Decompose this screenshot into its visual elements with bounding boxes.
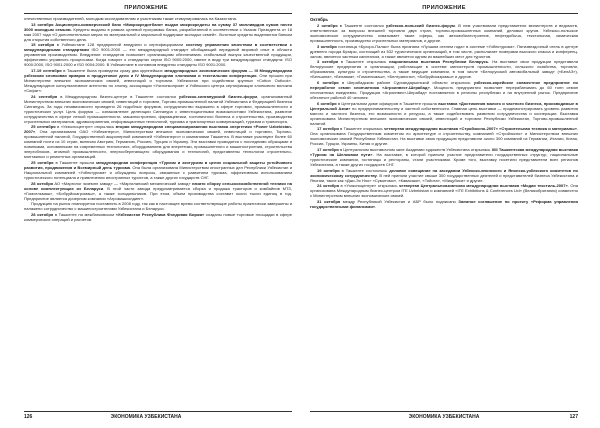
paragraph: Продукцию на рынок планируется поставлять в 2008 году, так как в настоящее время соответствующие работы практически завершены и налажено сотрудничество с машиностроителями Узбекистана и Беларуси. xyxy=(24,201,292,212)
running-footer: ЭКОНОМИКА УЗБЕКИСТАНА xyxy=(110,414,182,420)
footer-rule xyxy=(310,411,578,412)
running-header: ПРИЛОЖЕНИЕ xyxy=(422,5,466,11)
left-page-body xyxy=(24,16,292,406)
page-number: 126 xyxy=(24,414,33,420)
header-rule xyxy=(310,13,578,14)
paragraph: 3 октября в Ташкенте открылась национальная выставка Республики Беларусь. На выставке свои продукции представили белорусские предприятия и организации, работающие в системе министерств промышленности, сельского хозяйства, торговли, образования, культуры и строительства, а также ведущие компании, в том числе «Белорусский автомобильный завод» («БелАЗ»), «Белшина», «Белавиа», «Гомсельмаш», «Белтрансгаз», «Бобруйсказрмаш» и другие. xyxy=(310,59,578,80)
paragraph: 24 октября в «Узэкспоцентре» открылась четвертая Центральноазиатская международная выставка «Модая текстиль-2007». Она организована Международным бизнес-центром ITE Uzbekistan и компанией «ITE Exhibitions & Conferences Ltd» (Великобритания) совместно с Министерством внешних экономических связей. xyxy=(310,183,578,199)
paragraph: 19 октября в Ташкенте состоялось деловое совещание на заседании Узбекско-японского и Японско-узбекского комитетов по экономическому сотрудничеству. В ней приняли участие свыше 300 государственных деятелей и представителей бизнеса Узбекистана и Японии, таких как «Джи-Эс Нэо» «Сумитомо», «Кавасаки», «Тойота», «Мицубиси» и другие. xyxy=(310,167,578,183)
header-rule xyxy=(24,13,292,14)
running-header: ПРИЛОЖЕНИЕ xyxy=(124,5,168,11)
paragraph: 24 сентября в Международном бизнес-центре в Ташкенте состоялся узбекско-сингапурский бизнес-форум, организованный Министерством внешних экономических связей, инвестиций и торговли, Торгово-промышленной палатой Узбекистана и Федерацией бизнеса Сингапура. За годы независимости проведено 26 подобных форумов, сотрудничество выражено в сфере торговли, промышленности и туристических услуг. Цель форума — ознакомление делегации Сингапура с инвестиционными возможностями Узбекистана, развитие сотрудничества в сфере легкой промышленности, машиностроения, фармацевтики, гостиничного бизнеса и строительства, производства строительных материалов, здравоохранения, информационных технологий, туризма и транспортных коммуникаций, туризма и транспорта. xyxy=(24,93,292,124)
paragraph: 25 сентября в «Узэкспоцентре» открылась вторая международная специализированная выставка энергетики «Power Uzbekistan-2007». Она организована ОАО «Узбекэнерго», Министерством внешних экономических связей, инвестиций и торговли, Торгово-промышленной палатой, Государственной акционерной компанией «Узбекэнерго» и компаниями Ташкента. В выставке участвуют более 60 компаний почти из 10 стран, включая Австрию, Германию, Россию, Турцию и Украину. Эти выставки проводятся с последними образцами и новинками, основанными на современных технологиях, оборудованием для энергетики, промышленного и машиностроения, строительства энергоблоков, атомной промышленности, энергосберегающего оборудования и технологий, представлены технологии строительно-монтажных и ремонтных организаций. xyxy=(24,124,292,160)
page-number: 127 xyxy=(569,414,578,420)
paragraph: 6 октября в Шерабадском районе Сурхандарьинской области открылось узбекско-корейское совместное предприятие по переработке семян хлопчатника «Агроинвест-Шерабад». Мощность предприятия позволяет перерабатывать до 60 тонн семян хлопчатника ежедневно. Продукция «Агроинвест-Шерабад» поставляется в регионы республики и на внутренний рынок. Предприятие обеспечит работой 40 человек. xyxy=(310,79,578,101)
paragraph: 3 октября гостиница «Бухоро-Палас» была признана «Лучшим отелем года» в системе «Узбектуризм». Пятизвездочный отель в центре древнего города Бухары, состоящий из 532 туристических организаций, в том числе, располагает номерами высокого класса и конференц-залом, является частным капиталом, а также является одним из важнейших мест для туристов. xyxy=(310,43,578,59)
paragraph: 28 октября АО «Маргилог экземпл завод» — «Маргиланский механический завод» начато сборку сельскохозяйственной техники на основе комплектующих из Беларуси. В этой части завода предусматривается сборка и продажа тракторов и комбайнов МТЗ, «Гомсельмаш», «Бобруйскагромаш», а также холодильников. При этом, объем производства составит около тысяч единиц в год. Предприятие является дочерним компании «Агромашхолдинг». xyxy=(24,180,292,201)
paragraph: отечественных производителей, молодым исследователям и участникам также стимулировалась на Казахстана. xyxy=(24,16,237,21)
paragraph: 6 октября в Центральном доме офицеров в Ташкенте прошла выставка «Достижения малого и частного бизнеса, производимые в Центральной Азии» по предпринимательству и частной собственности. Главная цель выставки — продемонстрировать уровень развития малого и частного бизнеса, его возможности и ресурсы, а также содействовать развитию сотрудничества и кооперации. Выставка организована Министерством внешних экономических связей, инвестиций и торговли Республики Узбекистан, Торгово-промышленной палатой. xyxy=(310,100,578,126)
paragraph: 28 октября в Ташкенте на межбанковском «Узбекистан Республика Фондовая Биржа» созданы новые торговые площадки в сфере коммерческих операций и расчетов. xyxy=(24,211,292,222)
paragraph: 31 октября между Республикой Узбекистан и АБР было подписано Заемное соглашение по проекту «Реформа управления государственными финансами». xyxy=(310,198,578,209)
paragraph: 15 октября в Узбекистане 128 предприятий внедрили и сертифицировали систему управления качеством в соответствии с международными стандартами ISO 9001:2000 — это международный стандарт обобщающий передовой мировой опыт в области управления производством. Внедрение стандартов позволяет организациям обеспечивать стабильный выпуск качественной продукции, эффективно управлять процессами. Когда говорят о стандартах серии ISO 9000:2000, имеют в виду три международных стандарта: ISO 9000:2000, ISO 9001:2000 и ISO 9004:2000. В Узбекистане в основном внедрены стандарты ISO 9001:2000. xyxy=(24,42,292,68)
paragraph: 13 октября Акционерно-коммерческий банк «Микрокредитбанк» выдал микрокредиты на сумму 37 миллиардов сумов почти 3000 молодым семьям. Кредиты выданы в рамках целевой программы банка, разработанной в соответствии с Указом Президента от 18 мая 2007 года «О дополнительных мерах по материальной и моральной поддержке молодых семей». Льготные кредиты выделяются банком для открытия собственного дела. xyxy=(24,21,292,42)
month-heading: Октябрь xyxy=(310,17,329,22)
right-page-body xyxy=(310,16,578,406)
paragraph: 17 октября в Ташкенте открылась четвертая международная выставка «Стройэкспо-2007» «Строительная техника и материалы». Она организована Государственным комитетом по архитектуре и строительству, компанией «Стройэкспо» и Министерством внешних экономических связей Республики Узбекистан. На выставке свою продукцию представили около 300 компаний из Германии, Италии, Китая, России, Турции, Украины, Китая и другие. xyxy=(310,126,578,147)
paragraph: 17-19 сентября в Ташкенте была проведена сразу два крупнейших международных экономических форума — III Международная узбекская хлопковая ярмарка и продуктовое дело и IV Международная хлопковая и текстильная конференция. Они прошли при Министерстве внешних экономических связей, инвестиций и торговли. Узбекистан при содействии крупных «Cotton Outlook». Международное консультативное агентство по хлопку, ассоциации «Узхлопкопром» и Узбекского центра сертификации хлопкового волокна «Сифат». xyxy=(24,67,292,93)
paragraph: 17 октября в Центральном выставочном зале Академии художеств Узбекистана открылась XIII Ташкентская международная выставка «Туризм на Шелковом пути». На выставке, в которой приняли участие представители государственных структур, национальные туристические компании, гостиницы и рестораны, стали участниками. Кроме того, выставку посетили представители всех регионов Узбекистана, а также других государств СНГ. xyxy=(310,146,578,167)
paragraph: 25 октября в Ташкенте прошла международная конференция «Туризм и экотуризм в целях социальной защиты устойчивого развития, продвижения и Всемирный день туризма. Она была организована Министерством иностранных дел Республики Узбекистан и Национальной компанией «Узбектуризм» и обсуждены вопросы, связанные с развитием туризма, эффективным использованием туристического потенциала и привлечения иностранных туристов, а также других государств СНГ. xyxy=(24,160,292,181)
running-footer: ЭКОНОМИКА УЗБЕКИСТАНА xyxy=(408,414,480,420)
paragraph: 2 октября в Ташкенте состоялся узбекско-польский бизнес-форум. В нем участвовали представители министерств и ведомств, ответственных за вопросы внешней торговли двух стран, торгово-промышленных компаний, деловых кругов. Узбекско-польское экономическое сотрудничество охватывает такие сферы, как автомобилестроение, нефтедобыча, текстильная, химическая промышленность, производство строительных материалов, и другие. xyxy=(310,23,578,44)
right-page xyxy=(300,0,600,428)
footer-rule xyxy=(24,411,292,412)
